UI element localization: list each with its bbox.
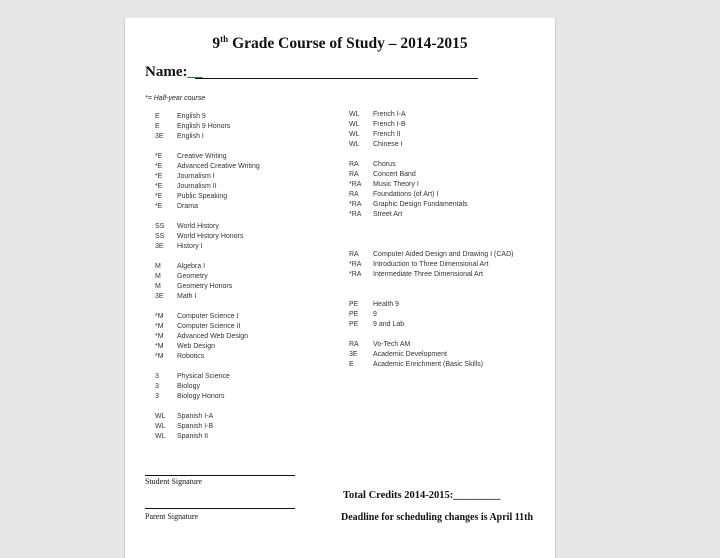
course-name: Health 9 <box>373 301 400 308</box>
course-name: Journalism I <box>177 173 215 180</box>
course-code: *E <box>155 203 163 210</box>
course-name: Computer Aided Design and Drawing I (CAD) <box>373 251 514 258</box>
student-signature-line[interactable] <box>145 475 295 476</box>
course-name: Computer Science II <box>177 323 241 330</box>
course-code: *M <box>155 353 164 360</box>
course-name: Concert Band <box>373 171 416 178</box>
course-name: Chorus <box>373 161 396 168</box>
course-name: Graphic Design Fundamentals <box>373 201 468 208</box>
course-name: Algebra I <box>177 263 206 270</box>
course-code: 3E <box>155 293 164 300</box>
course-code: 3E <box>155 133 164 140</box>
name-line <box>195 78 478 79</box>
course-code: WL <box>155 423 166 430</box>
page-title: 9th Grade Course of Study – 2014-2015 <box>212 34 468 53</box>
course-name: Chinese I <box>373 141 403 148</box>
course-name: Academic Enrichment (Basic Skills) <box>373 361 484 368</box>
course-name: Intermediate Three Dimensional Art <box>373 271 483 278</box>
course-code: RA <box>349 341 359 348</box>
course-name: Biology <box>177 383 200 390</box>
name-value: __ <box>187 64 203 80</box>
course-code: WL <box>349 141 360 148</box>
course-name: 9 and Lab <box>373 321 405 328</box>
course-code: RA <box>349 161 359 168</box>
parent-signature-label: Parent Signature <box>145 512 199 521</box>
course-code: 3E <box>349 351 358 358</box>
course-code: *RA <box>349 181 362 188</box>
course-code: *E <box>155 153 163 160</box>
half-year-note: *= Half-year course <box>145 95 206 102</box>
course-name: Academic Development <box>373 351 447 358</box>
course-code: WL <box>349 131 360 138</box>
credits-label: Total Credits 2014-2015: <box>343 490 454 501</box>
course-name: Introduction to Three Dimensional Art <box>373 261 489 268</box>
course-name: History I <box>177 243 203 250</box>
course-code: *M <box>155 333 164 340</box>
course-name: French I-A <box>373 111 406 118</box>
total-credits <box>343 490 501 501</box>
course-name: 9 <box>373 311 377 318</box>
course-code: E <box>155 113 160 120</box>
name-field[interactable] <box>145 64 202 81</box>
parent-signature-line[interactable] <box>145 508 295 509</box>
course-name: Robotics <box>177 353 205 360</box>
course-code: SS <box>155 233 165 240</box>
course-name: English 9 Honors <box>177 123 231 130</box>
course-name: Spanish I-B <box>177 423 214 430</box>
course-code: *RA <box>349 271 362 278</box>
course-name: Biology Honors <box>177 393 225 400</box>
course-code: 3E <box>155 243 164 250</box>
course-name: Spanish I-A <box>177 413 214 420</box>
course-code: WL <box>349 111 360 118</box>
course-name: English 9 <box>177 113 206 120</box>
course-code: *E <box>155 173 163 180</box>
course-name: Music Theory I <box>373 181 419 188</box>
course-code: WL <box>349 121 360 128</box>
course-name: French II <box>373 131 401 138</box>
course-code: 3 <box>155 383 159 390</box>
course-name: Spanish II <box>177 433 209 440</box>
course-code: *RA <box>349 201 362 208</box>
course-code: 3 <box>155 373 159 380</box>
course-code: *M <box>155 343 164 350</box>
course-name: Math I <box>177 293 197 300</box>
course-code: *E <box>155 163 163 170</box>
student-signature-label: Student Signature <box>145 477 203 486</box>
course-name: Vo-Tech AM <box>373 341 411 348</box>
course-name: Street Art <box>373 211 403 218</box>
course-code: M <box>155 283 161 290</box>
course-name: Foundations (of Art) I <box>373 191 439 198</box>
course-name: World History Honors <box>177 233 244 240</box>
course-name: Web Design <box>177 343 216 350</box>
course-code: RA <box>349 251 359 258</box>
name-label: Name: <box>145 64 188 80</box>
document-page <box>124 18 556 558</box>
course-name: Journalism II <box>177 183 217 190</box>
course-name: Public Speaking <box>177 193 228 200</box>
course-name: English I <box>177 133 204 140</box>
course-name: Advanced Web Design <box>177 333 249 340</box>
course-code: *E <box>155 193 163 200</box>
course-code: WL <box>155 433 166 440</box>
course-code: *M <box>155 313 164 320</box>
course-code: PE <box>349 311 359 318</box>
course-code: RA <box>349 191 359 198</box>
course-code: PE <box>349 321 359 328</box>
course-code: *E <box>155 183 163 190</box>
course-name: Drama <box>177 203 199 210</box>
credits-blank: _________ <box>453 490 501 501</box>
course-name: Advanced Creative Writing <box>177 163 260 170</box>
course-name: World History <box>177 223 219 230</box>
course-code: SS <box>155 223 165 230</box>
course-name: Geometry <box>177 273 208 280</box>
course-name: Geometry Honors <box>177 283 233 290</box>
course-name: Physical Science <box>177 373 230 380</box>
course-code: E <box>349 361 354 368</box>
course-code: E <box>155 123 160 130</box>
course-name: French I-B <box>373 121 406 128</box>
course-code: *RA <box>349 211 362 218</box>
course-name: Creative Writing <box>177 153 227 160</box>
course-code: *RA <box>349 261 362 268</box>
course-code: PE <box>349 301 359 308</box>
course-code: RA <box>349 171 359 178</box>
deadline-note: Deadline for scheduling changes is April 11th <box>341 512 534 523</box>
course-name: Computer Science I <box>177 313 239 320</box>
course-code: M <box>155 263 161 270</box>
course-code: M <box>155 273 161 280</box>
course-code: WL <box>155 413 166 420</box>
course-code: *M <box>155 323 164 330</box>
course-code: 3 <box>155 393 159 400</box>
